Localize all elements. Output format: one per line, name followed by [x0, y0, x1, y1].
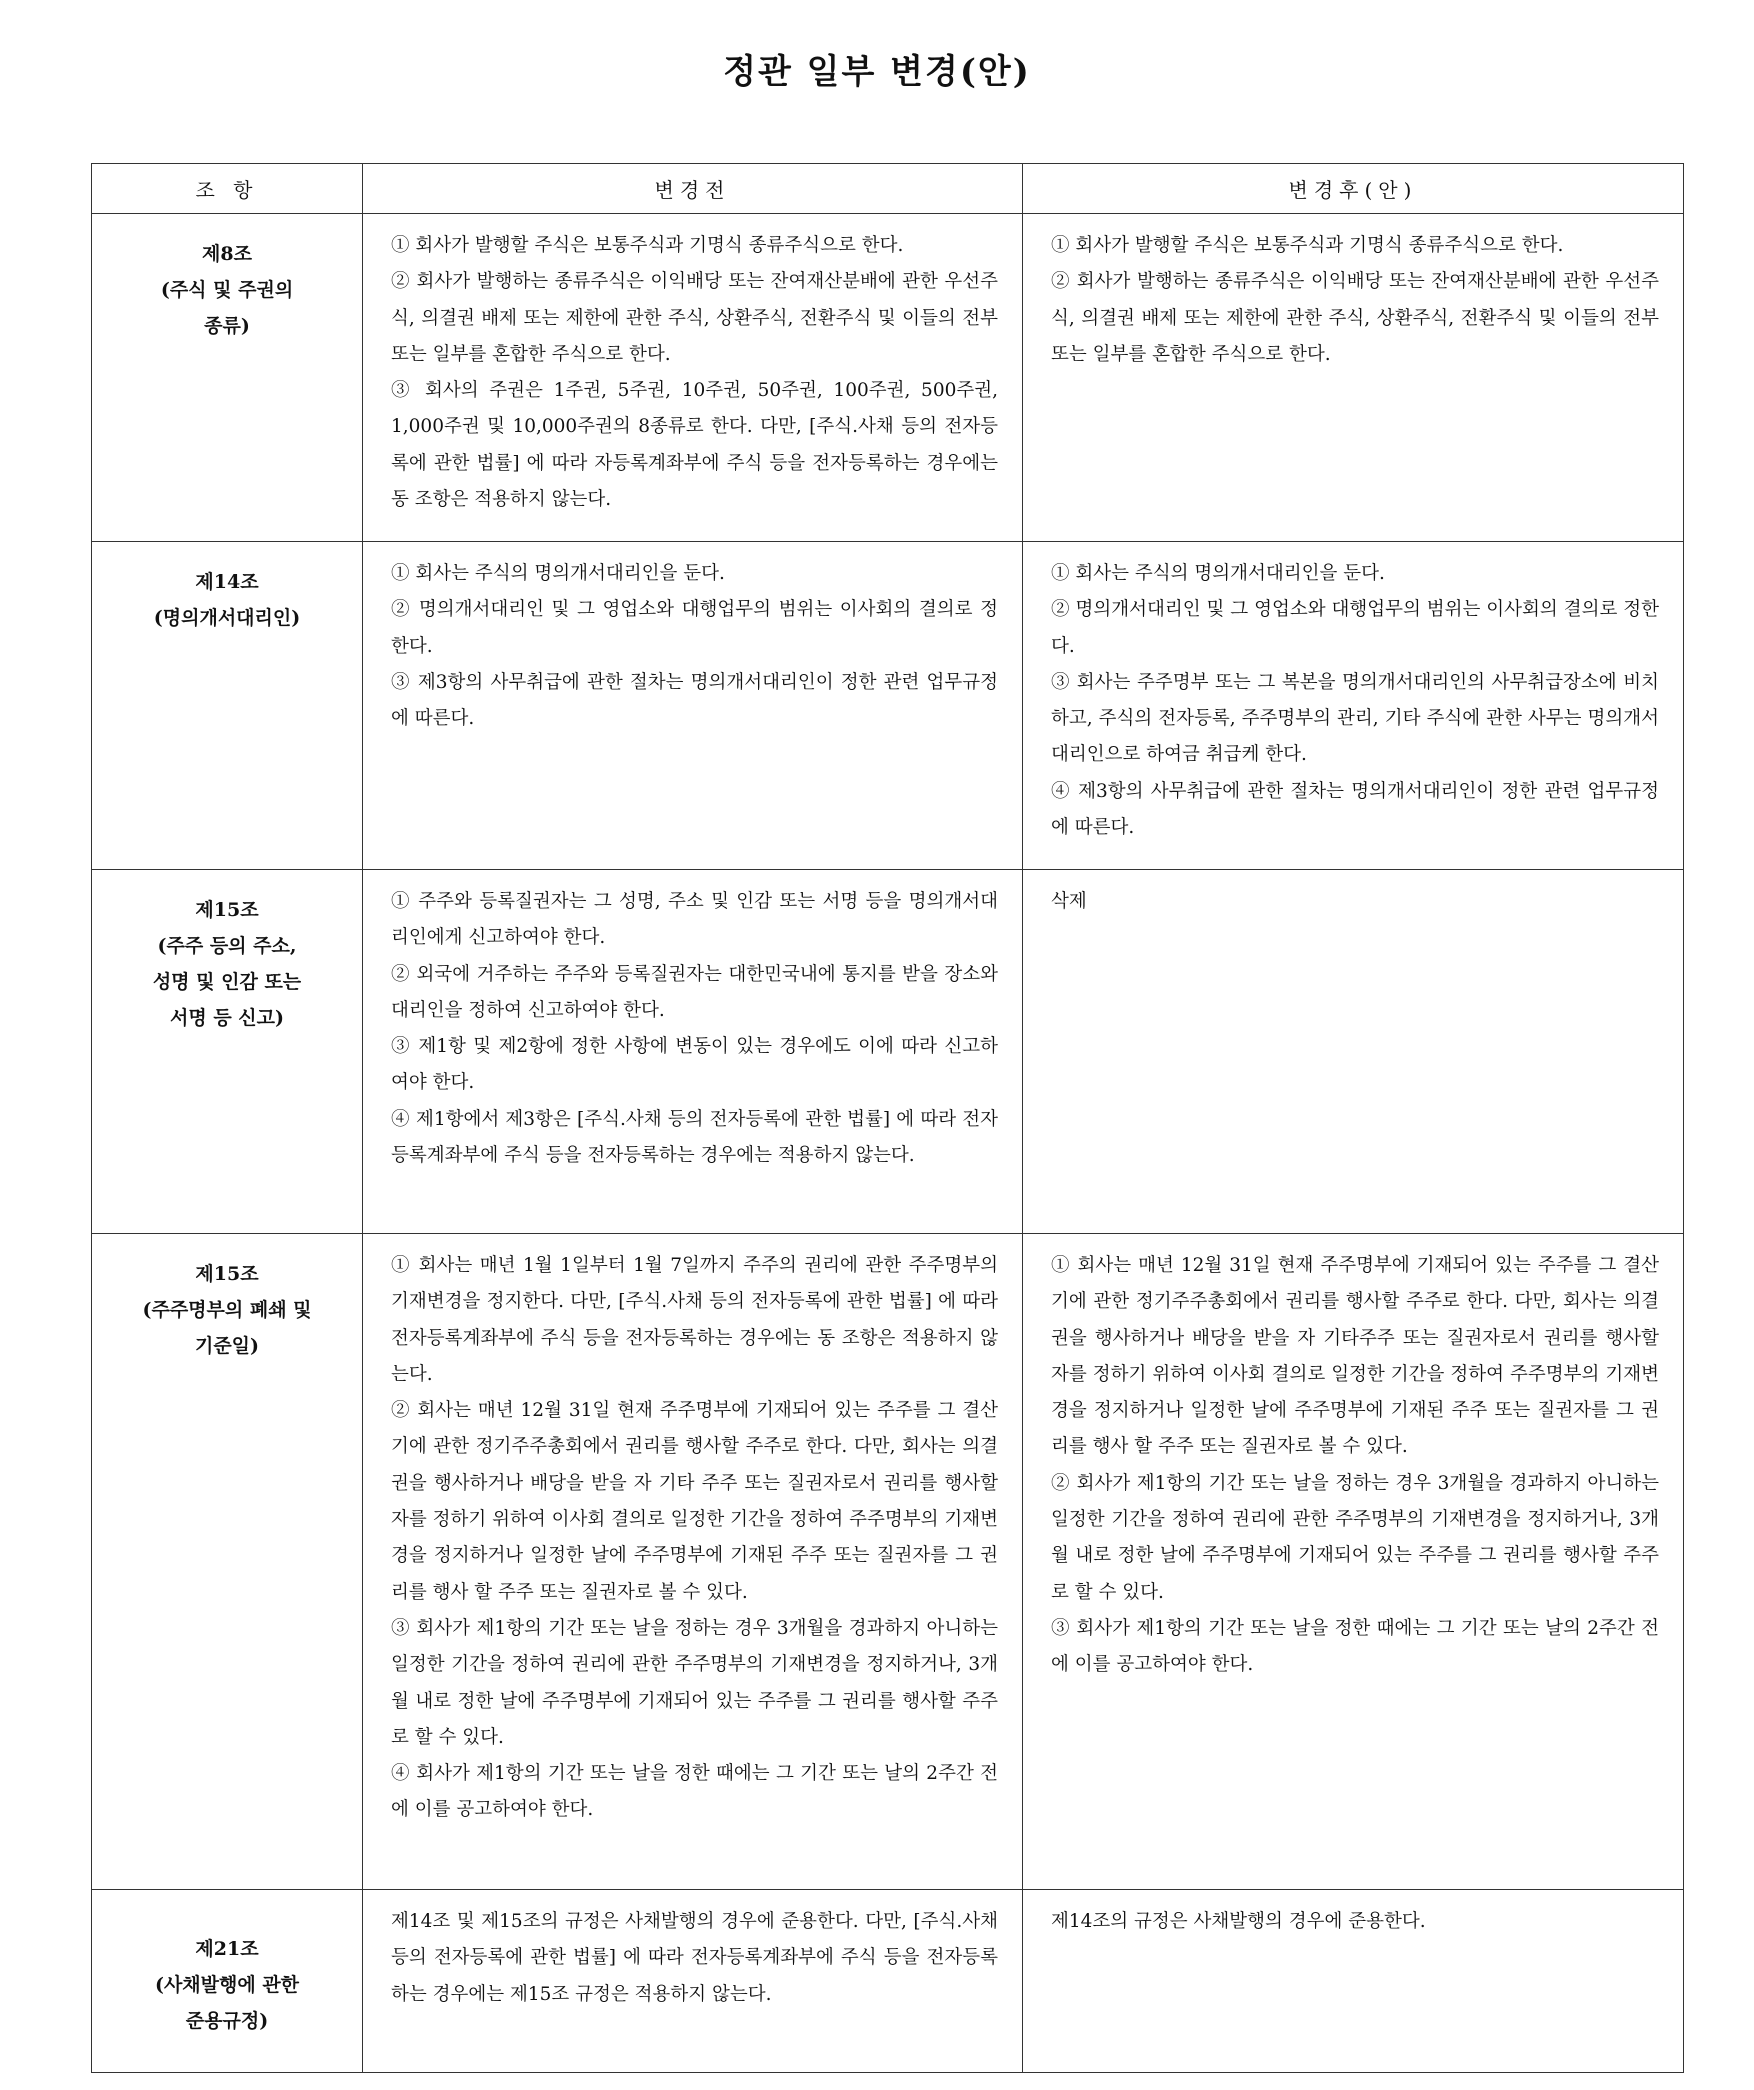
header-article: 조 항 — [92, 164, 363, 214]
clause: 제14조 및 제15조의 규정은 사채발행의 경우에 준용한다. 다만, [주식.사채 등의 전자등록에 관한 법률] 에 따라 전자등록계좌부에 주식 등을 전자등록하는 경우에는 제15조 규정은 적용하지 않는다. — [391, 1911, 998, 2005]
clause: ② 회사가 발행하는 종류주식은 이익배당 또는 잔여재산분배에 관한 우선주식, 의결권 배제 또는 제한에 관한 주식, 상환주식, 전환주식 및 이들의 전부 또는 일부를 혼합한 주식으로 한다. — [391, 271, 998, 365]
clause: ④ 제3항의 사무취급에 관한 절차는 명의개서대리인이 정한 관련 업무규정에 따른다. — [1051, 780, 1659, 839]
clause: ① 회사는 매년 12월 31일 현재 주주명부에 기재되어 있는 주주를 그 결산기에 관한 정기주주총회에서 권리를 행사할 주주로 한다. 다만, 회사는 의결권을 행사하거나 배당을 받을 자 기타주주 또는 질권자로서 권리를 행사할 자를 정하기 위하여 이사회 결의로 일정한 기간을 정하여 주주명부의 기재변경을 정지하거나 일정한 날에 주주명부에 기재된 주주 또는 질권자를 그 권리를 행사 할 주주 또는 질권자로 볼 수 있다. — [1051, 1255, 1659, 1458]
article-title: (주주명부의 폐쇄 및 기준일) — [142, 1299, 312, 1357]
clause: ④ 회사가 제1항의 기간 또는 날을 정한 때에는 그 기간 또는 날의 2주간 전에 이를 공고하여야 한다. — [391, 1763, 998, 1821]
article-cell — [92, 1234, 363, 1890]
clause: ② 명의개서대리인 및 그 영업소와 대행업무의 범위는 이사회의 결의로 정한다. — [391, 599, 998, 657]
header-before: 변경전 — [363, 164, 1023, 214]
article-cell — [92, 542, 363, 870]
article-number: 제14조 — [195, 571, 259, 593]
clause: ② 회사가 제1항의 기간 또는 날을 정하는 경우 3개월을 경과하지 아니하는 일정한 기간을 정하여 권리에 관한 주주명부의 기재변경을 정지하거나, 3개월 내로 정한 날에 주주명부에 기재되어 있는 주주를 그 권리를 행사할 주주로 할 수 있다. — [1051, 1472, 1659, 1603]
clause: ② 회사가 발행하는 종류주식은 이익배당 또는 잔여재산분배에 관한 우선주식, 의결권 배제 또는 제한에 관한 주식, 상환주식, 전환주식 및 이들의 전부 또는 일부를 혼합한 주식으로 한다. — [1051, 271, 1659, 365]
header-after: 변경후(안) — [1023, 164, 1684, 214]
clause: ③ 회사의 주권은 1주권, 5주권, 10주권, 50주권, 100주권, 500주권, 1,000주권 및 10,000주권의 8종류로 한다. 다만, [주식.사채 등의 전자등록에 관한 법률] 에 따라 자등록계좌부에 주식 등을 전자등록하는 경우에는 동 조항은 적용하지 않는다. — [391, 380, 998, 511]
table-row — [92, 1234, 1684, 1890]
clause: 삭제 — [1051, 891, 1087, 912]
clause: ① 주주와 등록질권자는 그 성명, 주소 및 인감 또는 서명 등을 명의개서대리인에게 신고하여야 한다. — [391, 891, 998, 949]
clause: ③ 회사가 제1항의 기간 또는 날을 정한 때에는 그 기간 또는 날의 2주간 전에 이를 공고하여야 한다. — [1051, 1617, 1659, 1676]
article-cell — [92, 870, 363, 1234]
after-cell — [1023, 214, 1684, 542]
clause: ③ 회사는 주주명부 또는 그 복본을 명의개서대리인의 사무취급장소에 비치하고, 주식의 전자등록, 주주명부의 관리, 기타 주식에 관한 사무는 명의개서대리인으로 하여금 취급케 한다. — [1051, 671, 1659, 766]
clause: ② 외국에 거주하는 주주와 등록질권자는 대한민국내에 통지를 받을 장소와 대리인을 정하여 신고하여야 한다. — [391, 963, 998, 1021]
clause: ① 회사는 매년 1월 1일부터 1월 7일까지 주주의 권리에 관한 주주명부의 기재변경을 정지한다. 다만, [주식.사채 등의 전자등록에 관한 법률] 에 따라 전자등록계좌부에 주식 등을 전자등록하는 경우에는 동 조항은 적용하지 않는다. — [391, 1255, 998, 1385]
after-cell — [1023, 1234, 1684, 1890]
table-row — [92, 1890, 1684, 2073]
table-row — [92, 214, 1684, 542]
clause: ③ 회사가 제1항의 기간 또는 날을 정하는 경우 3개월을 경과하지 아니하는 일정한 기간을 정하여 권리에 관한 주주명부의 기재변경을 정지하거나, 3개월 내로 정한 날에 주주명부에 기재되어 있는 주주를 그 권리를 행사할 주주로 할 수 있다. — [391, 1617, 998, 1748]
after-cell — [1023, 870, 1684, 1234]
clause: ② 회사는 매년 12월 31일 현재 주주명부에 기재되어 있는 주주를 그 결산기에 관한 정기주주총회에서 권리를 행사할 주주로 한다. 다만, 회사는 의결권을 행사하거나 배당을 받을 자 기타 주주 또는 질권자로서 권리를 행사할 자를 정하기 위하여 이사회 결의로 일정한 기간을 정하여 주주명부의 기재변경을 정지하거나 일정한 날에 주주명부에 기재된 주주 또는 질권자를 그 권리를 행사 할 주주 또는 질권자로 볼 수 있다. — [391, 1400, 998, 1603]
before-cell — [363, 1234, 1023, 1890]
amendment-table — [91, 163, 1684, 2073]
clause: ③ 제1항 및 제2항에 정한 사항에 변동이 있는 경우에도 이에 따라 신고하여야 한다. — [391, 1036, 998, 1094]
table-row — [92, 542, 1684, 870]
article-number: 제15조 — [195, 899, 259, 921]
clause: 제14조의 규정은 사채발행의 경우에 준용한다. — [1051, 1911, 1426, 1932]
article-number: 제15조 — [195, 1263, 259, 1285]
document-title: 정관 일부 변경(안) — [723, 52, 1031, 92]
clause: ① 회사가 발행할 주식은 보통주식과 기명식 종류주식으로 한다. — [391, 235, 904, 256]
table-row — [92, 870, 1684, 1234]
table-header-row — [92, 164, 1684, 214]
clause: ① 회사는 주식의 명의개서대리인을 둔다. — [1051, 563, 1385, 584]
before-cell — [363, 1890, 1023, 2073]
after-cell — [1023, 542, 1684, 870]
after-cell — [1023, 1890, 1684, 2073]
article-title: (주식 및 주권의 종류) — [160, 279, 294, 337]
article-number: 제8조 — [202, 243, 252, 265]
clause: ② 명의개서대리인 및 그 영업소와 대행업무의 범위는 이사회의 결의로 정한다. — [1051, 599, 1659, 657]
article-cell — [92, 214, 363, 542]
clause: ④ 제1항에서 제3항은 [주식.사채 등의 전자등록에 관한 법률] 에 따라 전자등록계좌부에 주식 등을 전자등록하는 경우에는 적용하지 않는다. — [391, 1108, 998, 1167]
article-cell — [92, 1890, 363, 2073]
clause: ① 회사는 주식의 명의개서대리인을 둔다. — [391, 563, 725, 584]
article-title: (주주 등의 주소, 성명 및 인감 또는 서명 등 신고) — [152, 935, 302, 1029]
article-title: (사채발행에 관한 준용규정) — [154, 1974, 300, 2032]
before-cell — [363, 870, 1023, 1234]
clause: ① 회사가 발행할 주식은 보통주식과 기명식 종류주식으로 한다. — [1051, 235, 1564, 256]
before-cell — [363, 214, 1023, 542]
clause: ③ 제3항의 사무취급에 관한 절차는 명의개서대리인이 정한 관련 업무규정에 따른다. — [391, 671, 998, 730]
article-number: 제21조 — [195, 1938, 259, 1960]
before-cell — [363, 542, 1023, 870]
article-title: (명의개서대리인) — [153, 607, 301, 629]
